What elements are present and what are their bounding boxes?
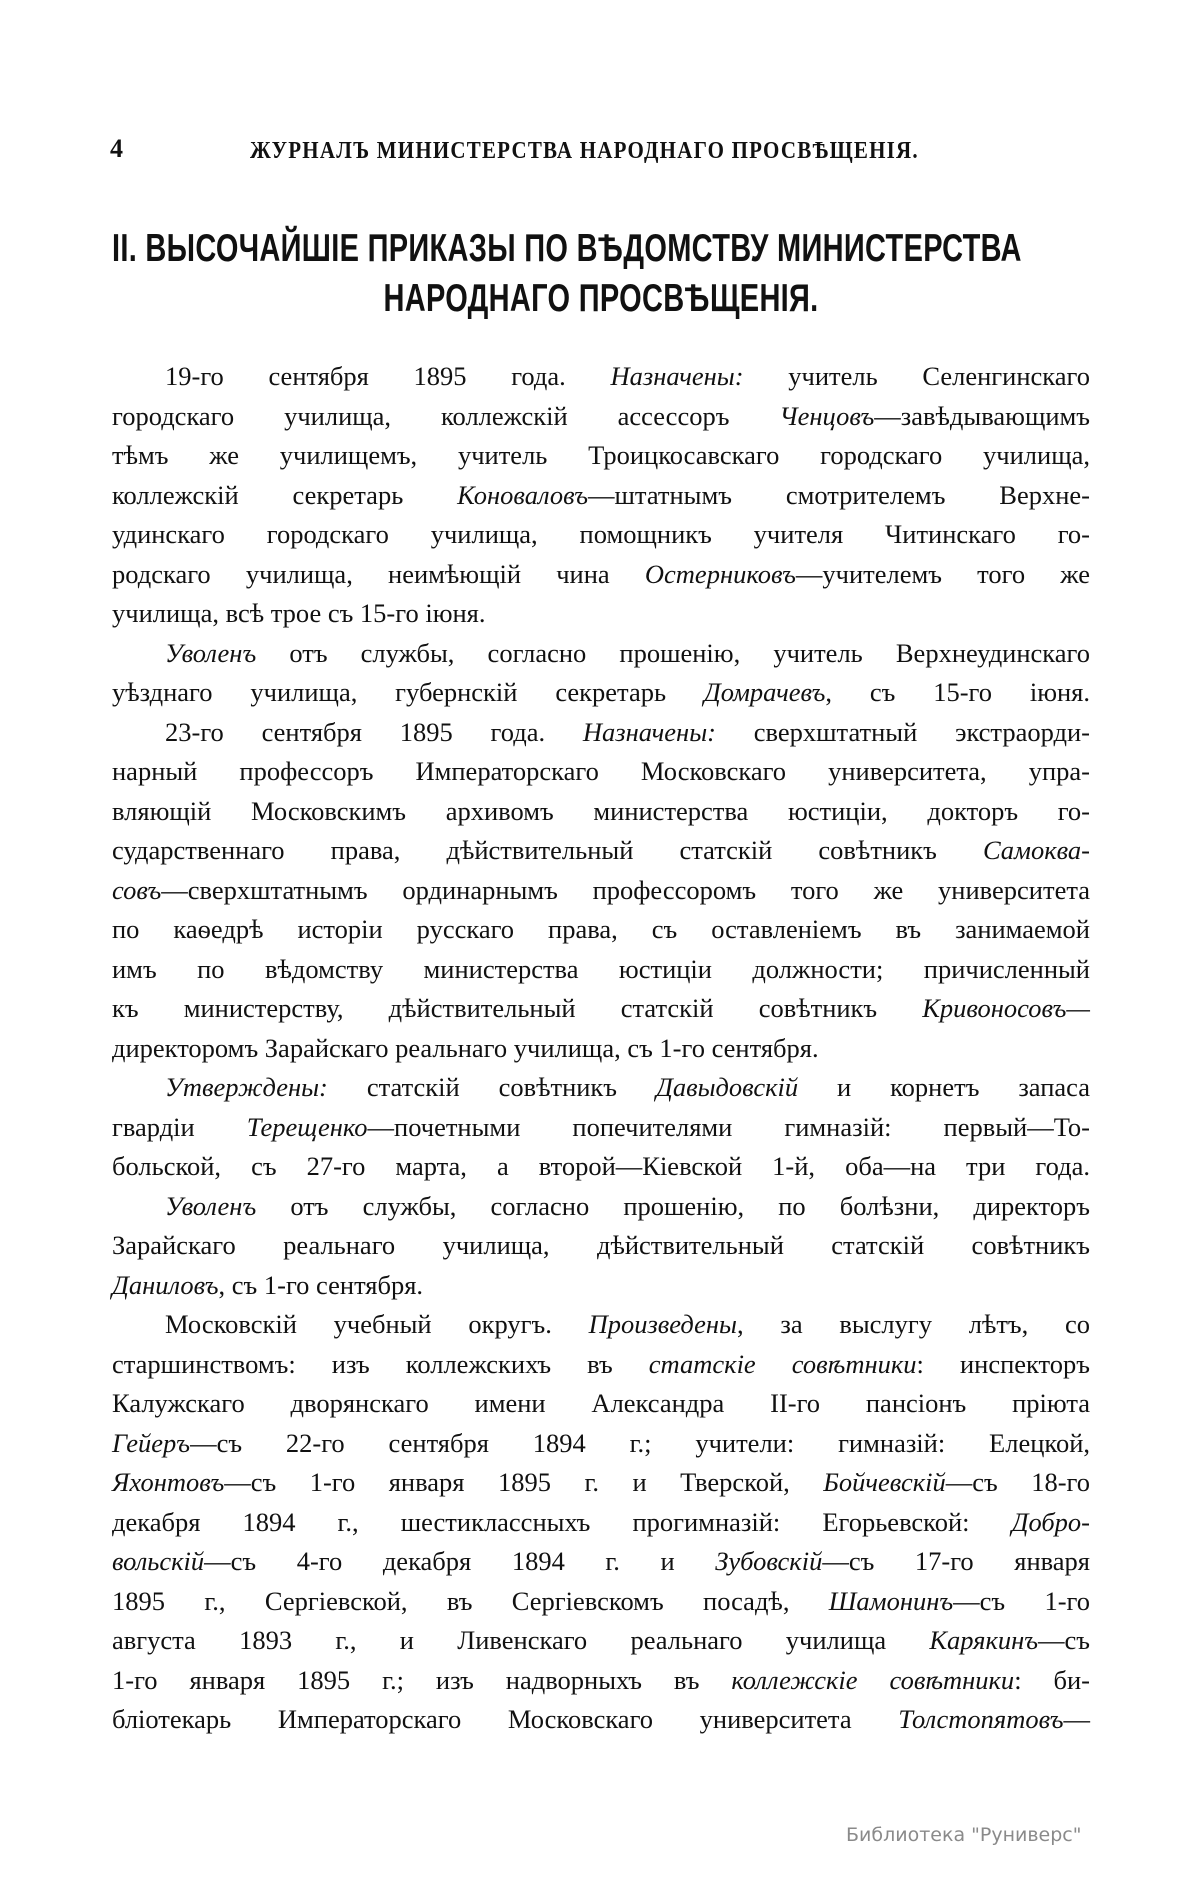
text-segment: , съ 1-го сентября. [218,1269,424,1300]
text-segment: 23-го сентября 1895 года. [165,716,583,747]
text-segment: нарный профессоръ Императорскаго Московскаго университета, упра- [112,756,1090,786]
text-line [165,634,1090,674]
text-segment: отъ службы, согласно прошенію, учитель Верхнеудинскаго [256,637,1090,668]
text-line [112,397,1090,437]
text-segment: къ министерству, дѣйствительный статскій совѣтникъ [112,993,923,1023]
italic-text: Остерниковъ [644,558,796,589]
text-line [112,1542,1090,1582]
text-line [112,1108,1090,1148]
text-segment: директоромъ Зарайскаго реальнаго училища, съ 1-го сентября. [112,1032,819,1063]
text-segment: по каѳедрѣ исторіи русскаго права, съ оставленіемъ въ занимаемой [112,914,1090,944]
text-segment: училища, всѣ трое съ 15-го іюня. [112,598,486,628]
text-segment: и корнетъ запаса [798,1072,1090,1102]
text-segment: —съ 1-го [953,1585,1091,1616]
text-line [165,1187,1090,1227]
section-title-line-2 [112,277,1090,321]
text-line [112,871,1090,911]
text-line [112,831,1090,871]
text-segment: , съ 15-го іюня. [825,677,1090,707]
text-segment: родскаго училища, неимѣющій чина [112,558,645,589]
section-title-line-1 [112,227,1090,271]
text-line [112,1463,1090,1503]
text-line [165,1068,1090,1108]
text-segment: 1-го января 1895 г.; изъ надворныхъ въ [112,1664,732,1695]
text-line [112,1503,1090,1543]
text-line [112,1661,1090,1701]
text-segment: коллежскій секретарь [112,479,458,510]
italic-text: Гейеръ [112,1427,191,1458]
text-segment: —завѣдывающимъ [874,400,1090,431]
text-segment: — [1063,1704,1090,1734]
italic-text: Даниловъ [112,1269,219,1300]
library-watermark: Библиотека "Руниверс" [846,1824,1082,1846]
italic-text: Ченцовъ [779,400,875,431]
text-line [112,594,1090,634]
italic-text: Карякинъ [929,1625,1039,1655]
text-line [112,1582,1090,1622]
text-segment: бліотекарь Императорскаго Московскаго университета [112,1704,899,1734]
text-line [112,792,1090,832]
text-segment: вляющій Московскимъ архивомъ министерства юстиціи, докторъ го- [112,795,1090,826]
section-title-text: II. ВЫСОЧАЙШІЕ ПРИКАЗЫ ПО ВѢДОМСТВУ МИНИСТЕРСТВА [112,227,1022,271]
text-line [112,1424,1090,1464]
italic-text: Яхонтовъ [112,1467,225,1497]
text-segment: : инспекторъ [916,1348,1090,1379]
page-number: 4 [110,134,123,163]
italic-text: Добро- [1011,1506,1090,1537]
italic-text: Давыдовскій [655,1072,799,1102]
italic-text: Произведены [588,1309,737,1339]
section-title-text: НАРОДНАГО ПРОСВѢЩЕНІЯ. [383,277,819,321]
text-segment: Калужскаго дворянскаго имени Александра II-го пансіонъ пріюта [112,1388,1090,1418]
text-line [112,515,1090,555]
text-line [112,436,1090,476]
text-line [112,1226,1090,1266]
text-segment: —съ 4-го декабря 1894 г. и [204,1546,716,1576]
text-segment: старшинствомъ: изъ коллежскихъ въ [112,1348,649,1379]
text-line [112,989,1090,1029]
italic-text: Уволенъ [165,637,257,668]
text-line [112,476,1090,516]
text-segment: удинскаго городскаго училища, помощникъ учителя Читинскаго го- [112,519,1090,549]
italic-text: Уволенъ [165,1190,257,1221]
text-segment: , за выслугу лѣтъ, со [737,1309,1091,1339]
text-segment: имъ по вѣдомству министерства юстиціи должности; причисленный [112,953,1090,984]
text-segment: учитель Селенгинскаго [743,361,1090,391]
text-line [112,673,1090,713]
text-line [112,1266,1090,1306]
text-line [165,1305,1090,1345]
italic-text: Толстопятовъ [898,1704,1064,1734]
text-segment: —сверхштатнымъ ординарнымъ профессоромъ того же университета [161,874,1090,905]
italic-text: Назначены: [610,361,744,391]
text-segment: —почетными попечителями гимназій: первый—То- [367,1111,1090,1142]
text-segment: —съ 22-го сентября 1894 г.; учители: гимназій: Елецкой, [190,1427,1090,1458]
text-segment: отъ службы, согласно прошенію, по болѣзни, директоръ [256,1190,1090,1221]
text-line [112,1384,1090,1424]
text-segment: статскій совѣтникъ [327,1072,656,1102]
text-line [112,910,1090,950]
text-segment: 19-го сентября 1895 года. [165,361,611,391]
text-segment: сударственнаго права, дѣйствительный статскій совѣтникъ [112,835,983,865]
text-segment: гвардіи [112,1111,247,1142]
text-segment: : би- [1014,1664,1090,1695]
italic-text: коллежскіе совѣтники [731,1664,1015,1695]
text-segment: больской, съ 27-го марта, а второй—Кіевской 1-й, оба—на три года. [112,1151,1090,1181]
text-line [112,1029,1090,1069]
text-segment: Зарайскаго реальнаго училища, дѣйствительный статскій совѣтникъ [112,1230,1090,1260]
italic-text: Домрачевъ [703,677,826,707]
italic-text: Зубовскій [715,1546,823,1576]
text-segment: —съ 18-го [945,1467,1090,1497]
italic-text: Кривоносовъ— [922,993,1090,1023]
text-line [165,357,1090,397]
text-line [112,1147,1090,1187]
text-segment: 1895 г., Сергіевской, въ Сергіевскомъ посадѣ, [112,1585,829,1616]
italic-text: Шамонинъ [828,1585,954,1616]
text-line [112,950,1090,990]
text-segment: —учителемъ того же [795,558,1090,589]
text-segment: —съ 17-го января [822,1546,1090,1576]
text-segment: городскаго училища, коллежскій ассессоръ [112,400,780,431]
text-segment: —съ 1-го января 1895 г. и Тверской, [224,1467,824,1497]
italic-text: Бойчевскій [823,1467,946,1497]
text-line [112,1345,1090,1385]
text-segment: —съ [1038,1625,1090,1655]
text-segment: августа 1893 г., и Ливенскаго реальнаго училища [112,1625,930,1655]
italic-text: Терещенко [246,1111,368,1142]
text-line [112,1621,1090,1661]
italic-text: Самоква- [982,835,1090,865]
text-segment: —штатнымъ смотрителемъ Верхне- [588,479,1090,510]
text-segment: сверхштатный экстраорди- [715,716,1090,747]
text-segment: декабря 1894 г., шестиклассныхъ прогимназій: Егорьевской: [112,1506,1012,1537]
italic-text: Коноваловъ [457,479,589,510]
text-line [112,555,1090,595]
text-segment: Московскій учебный округъ. [165,1309,589,1339]
text-segment: уѣзднаго училища, губернскій секретарь [112,677,704,707]
italic-text: Назначены: [582,716,716,747]
text-line [112,752,1090,792]
italic-text: Утверждены: [165,1072,328,1102]
italic-text: совъ [112,874,162,905]
text-segment: тѣмъ же училищемъ, учитель Троицкосавскаго городскаго училища, [112,440,1090,470]
italic-text: вольскій [112,1546,205,1576]
text-line [112,1700,1090,1740]
italic-text: статскіе совѣтники [648,1348,917,1379]
text-line [165,713,1090,753]
running-title: ЖУРНАЛЪ МИНИСТЕРСТВА НАРОДНАГО ПРОСВѢЩЕНІЯ. [250,136,919,164]
